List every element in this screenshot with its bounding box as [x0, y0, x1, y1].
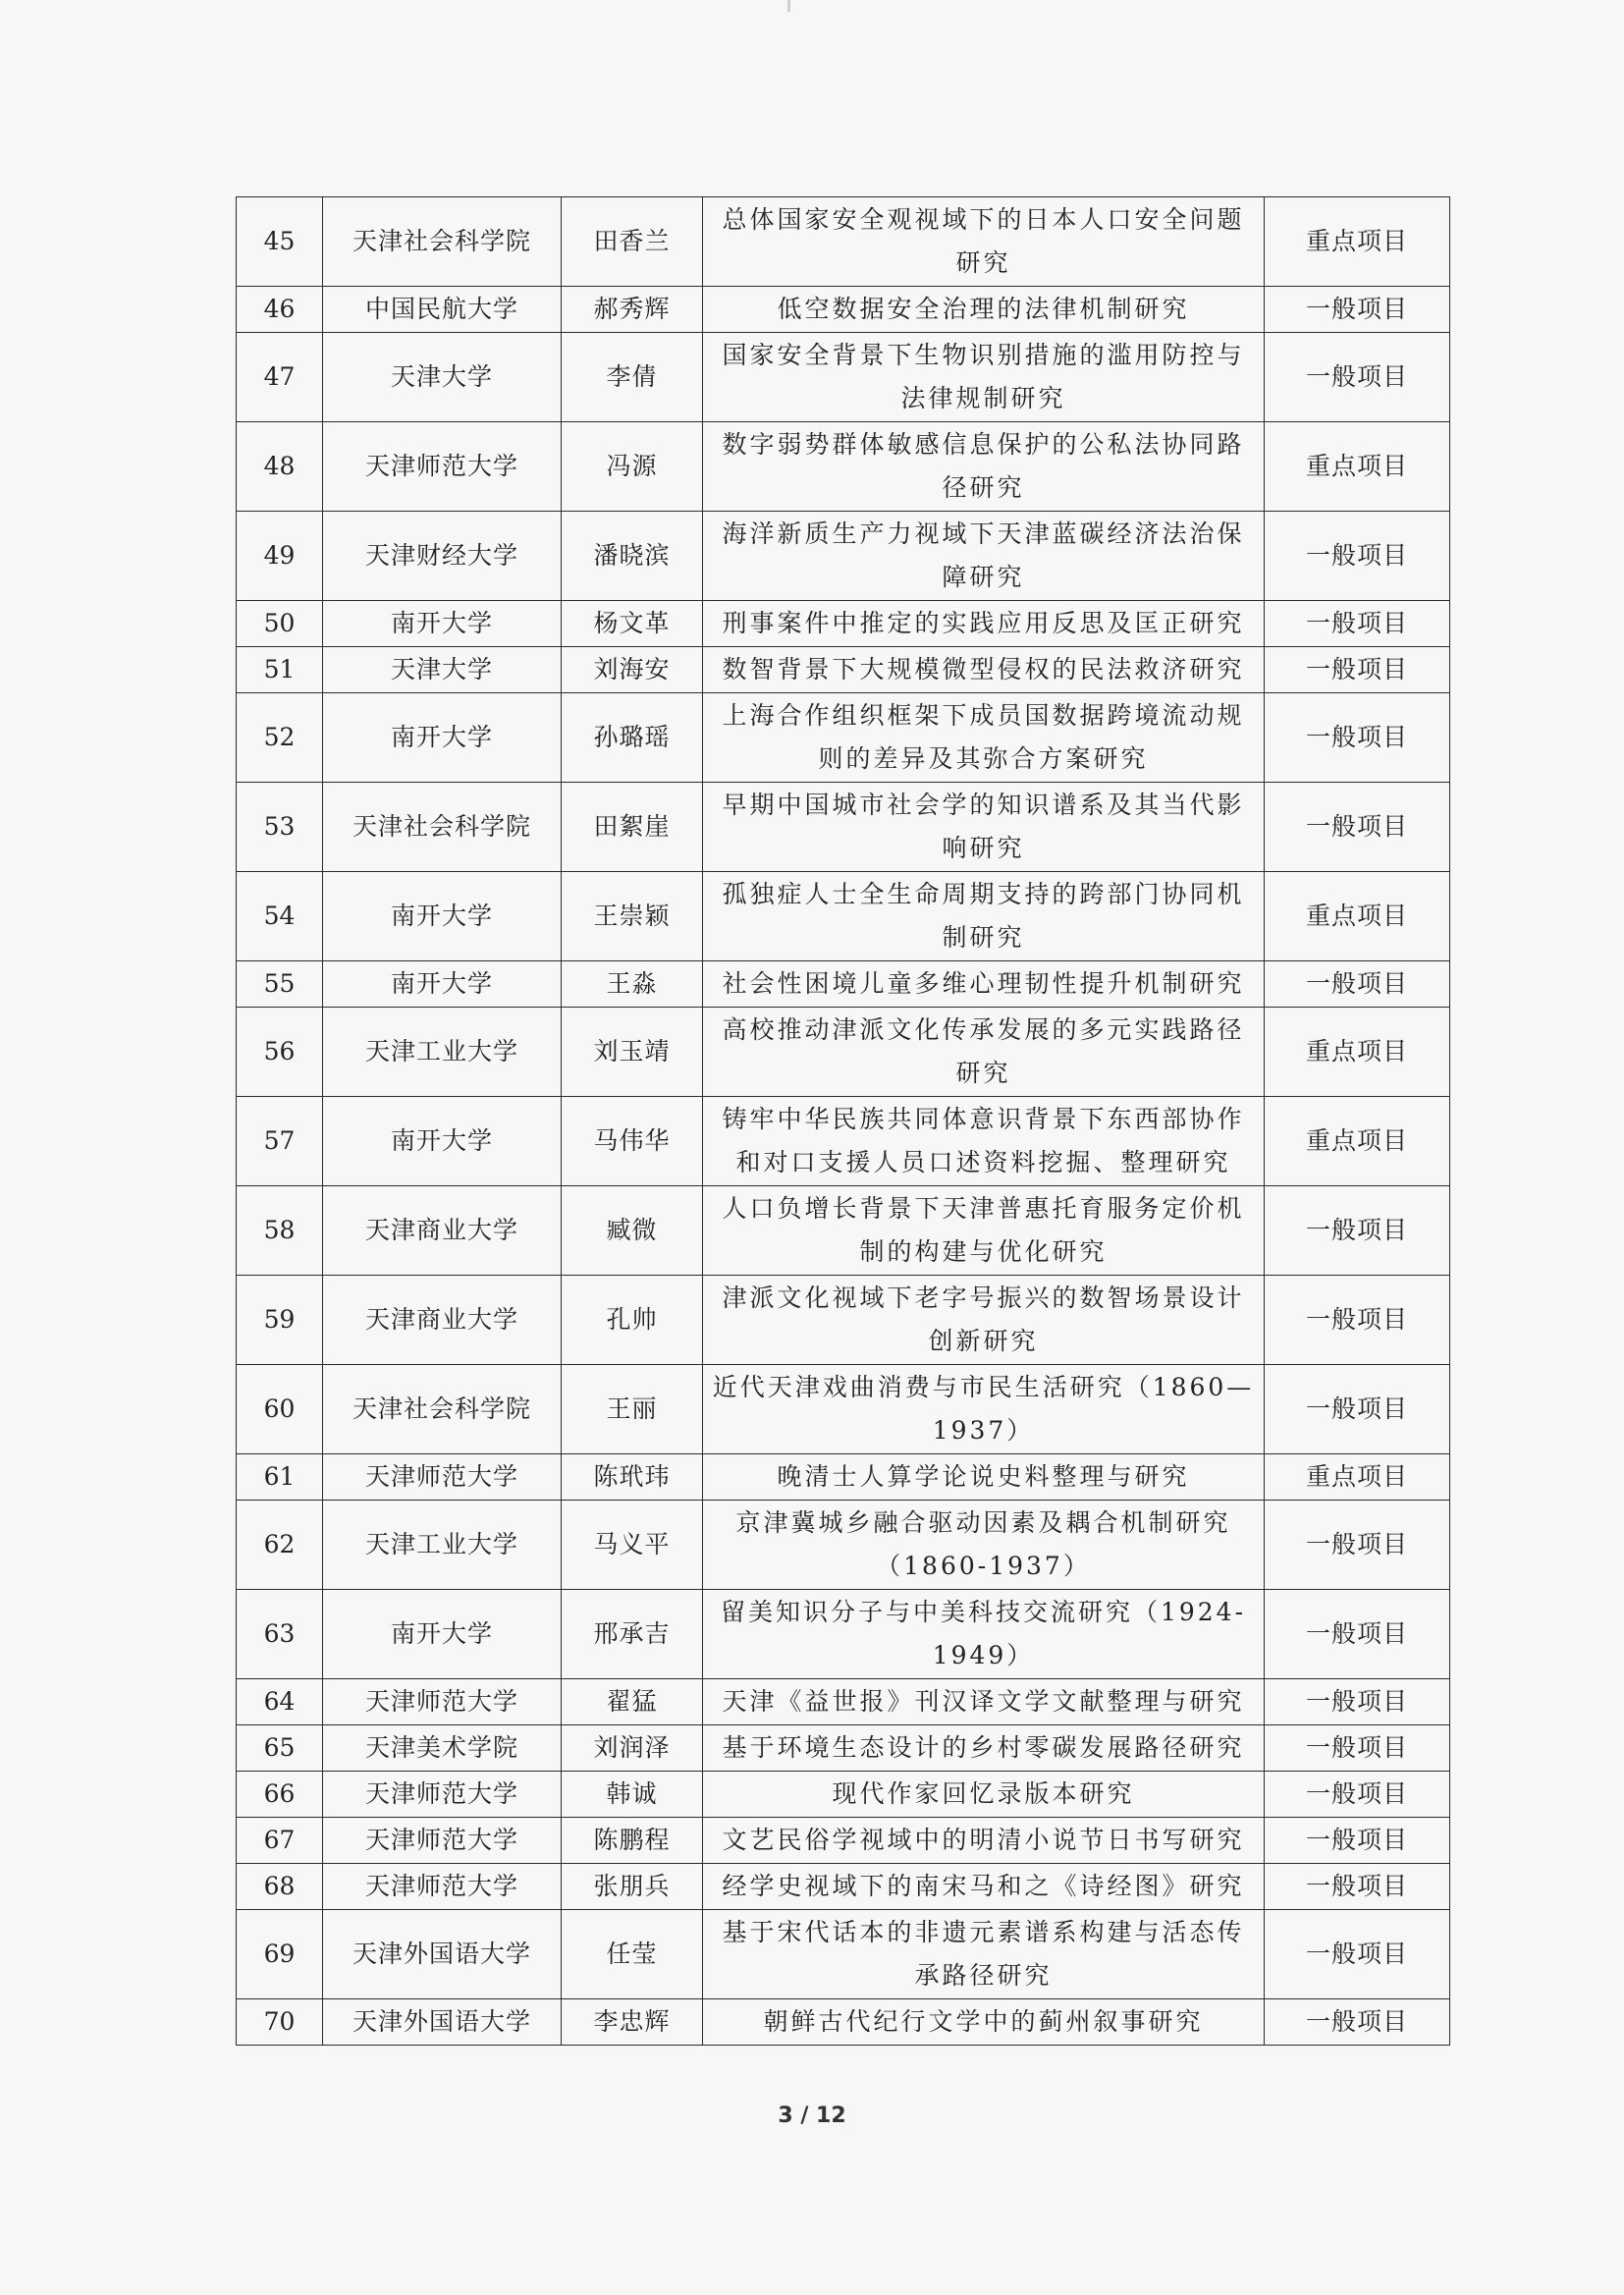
project-title-cell: 刑事案件中推定的实践应用反思及匡正研究 [703, 601, 1265, 647]
project-title-cell: 低空数据安全治理的法律机制研究 [703, 287, 1265, 333]
row-number: 49 [237, 512, 323, 601]
leader-name-cell: 郝秀辉 [562, 287, 703, 333]
institution-cell: 天津外国语大学 [323, 1910, 562, 1999]
table-row [237, 693, 1450, 783]
project-title-cell: 近代天津戏曲消费与市民生活研究（1860—1937） [703, 1365, 1265, 1454]
table-row [237, 333, 1450, 422]
institution-cell: 天津社会科学院 [323, 197, 562, 287]
table-row [237, 1725, 1450, 1772]
institution-cell: 天津师范大学 [323, 1679, 562, 1725]
project-type-cell: 一般项目 [1265, 1772, 1450, 1818]
table-row [237, 1679, 1450, 1725]
institution-cell: 天津社会科学院 [323, 783, 562, 872]
row-number: 68 [237, 1864, 323, 1910]
project-type-cell: 重点项目 [1265, 197, 1450, 287]
institution-cell: 南开大学 [323, 693, 562, 783]
table-row [237, 1365, 1450, 1454]
table-row [237, 1590, 1450, 1679]
project-type-cell: 一般项目 [1265, 693, 1450, 783]
project-type-cell: 一般项目 [1265, 1276, 1450, 1365]
leader-name-cell: 李忠辉 [562, 1999, 703, 2046]
project-title-cell: 现代作家回忆录版本研究 [703, 1772, 1265, 1818]
project-type-cell: 一般项目 [1265, 1999, 1450, 2046]
table-row [237, 1772, 1450, 1818]
row-number: 50 [237, 601, 323, 647]
row-number: 64 [237, 1679, 323, 1725]
row-number: 56 [237, 1008, 323, 1097]
row-number: 59 [237, 1276, 323, 1365]
project-type-cell: 一般项目 [1265, 647, 1450, 693]
table-row [237, 961, 1450, 1008]
leader-name-cell: 刘润泽 [562, 1725, 703, 1772]
table-row [237, 512, 1450, 601]
table-row [237, 647, 1450, 693]
table-row [237, 601, 1450, 647]
row-number: 47 [237, 333, 323, 422]
table-row [237, 1501, 1450, 1590]
project-title-cell: 人口负增长背景下天津普惠托育服务定价机制的构建与优化研究 [703, 1186, 1265, 1276]
row-number: 58 [237, 1186, 323, 1276]
row-number: 70 [237, 1999, 323, 2046]
table-row [237, 1097, 1450, 1186]
institution-cell: 南开大学 [323, 1097, 562, 1186]
institution-cell: 天津大学 [323, 333, 562, 422]
project-title-cell: 文艺民俗学视域中的明清小说节日书写研究 [703, 1818, 1265, 1864]
institution-cell: 天津大学 [323, 647, 562, 693]
institution-cell: 中国民航大学 [323, 287, 562, 333]
table-row [237, 287, 1450, 333]
project-type-cell: 一般项目 [1265, 1818, 1450, 1864]
project-type-cell: 一般项目 [1265, 601, 1450, 647]
project-title-cell: 铸牢中华民族共同体意识背景下东西部协作和对口支援人员口述资料挖掘、整理研究 [703, 1097, 1265, 1186]
leader-name-cell: 马义平 [562, 1501, 703, 1590]
leader-name-cell: 李倩 [562, 333, 703, 422]
project-type-cell: 一般项目 [1265, 1910, 1450, 1999]
institution-cell: 天津财经大学 [323, 512, 562, 601]
leader-name-cell: 陈鹏程 [562, 1818, 703, 1864]
project-type-cell: 重点项目 [1265, 1008, 1450, 1097]
row-number: 65 [237, 1725, 323, 1772]
project-title-cell: 晚清士人算学论说史料整理与研究 [703, 1454, 1265, 1501]
leader-name-cell: 张朋兵 [562, 1864, 703, 1910]
project-title-cell: 基于环境生态设计的乡村零碳发展路径研究 [703, 1725, 1265, 1772]
institution-cell: 天津师范大学 [323, 1454, 562, 1501]
project-type-cell: 一般项目 [1265, 1186, 1450, 1276]
project-type-cell: 一般项目 [1265, 1725, 1450, 1772]
institution-cell: 天津师范大学 [323, 422, 562, 512]
project-title-cell: 海洋新质生产力视域下天津蓝碳经济法治保障研究 [703, 512, 1265, 601]
leader-name-cell: 冯源 [562, 422, 703, 512]
row-number: 55 [237, 961, 323, 1008]
institution-cell: 天津商业大学 [323, 1276, 562, 1365]
leader-name-cell: 杨文革 [562, 601, 703, 647]
table-row [237, 1864, 1450, 1910]
row-number: 62 [237, 1501, 323, 1590]
table-row [237, 872, 1450, 961]
leader-name-cell: 王崇颖 [562, 872, 703, 961]
institution-cell: 天津工业大学 [323, 1501, 562, 1590]
row-number: 52 [237, 693, 323, 783]
leader-name-cell: 刘玉靖 [562, 1008, 703, 1097]
row-number: 69 [237, 1910, 323, 1999]
project-title-cell: 京津冀城乡融合驱动因素及耦合机制研究（1860-1937） [703, 1501, 1265, 1590]
project-type-cell: 一般项目 [1265, 1864, 1450, 1910]
leader-name-cell: 田香兰 [562, 197, 703, 287]
leader-name-cell: 翟猛 [562, 1679, 703, 1725]
institution-cell: 南开大学 [323, 961, 562, 1008]
project-title-cell: 国家安全背景下生物识别措施的滥用防控与法律规制研究 [703, 333, 1265, 422]
project-title-cell: 天津《益世报》刊汉译文学文献整理与研究 [703, 1679, 1265, 1725]
leader-name-cell: 潘晓滨 [562, 512, 703, 601]
project-table [236, 196, 1450, 2046]
leader-name-cell: 孙璐瑶 [562, 693, 703, 783]
project-title-cell: 高校推动津派文化传承发展的多元实践路径研究 [703, 1008, 1265, 1097]
project-title-cell: 社会性困境儿童多维心理韧性提升机制研究 [703, 961, 1265, 1008]
project-type-cell: 一般项目 [1265, 783, 1450, 872]
project-type-cell: 重点项目 [1265, 422, 1450, 512]
project-title-cell: 孤独症人士全生命周期支持的跨部门协同机制研究 [703, 872, 1265, 961]
row-number: 67 [237, 1818, 323, 1864]
project-type-cell: 重点项目 [1265, 1454, 1450, 1501]
institution-cell: 天津外国语大学 [323, 1999, 562, 2046]
project-title-cell: 朝鲜古代纪行文学中的蓟州叙事研究 [703, 1999, 1265, 2046]
institution-cell: 天津社会科学院 [323, 1365, 562, 1454]
leader-name-cell: 臧微 [562, 1186, 703, 1276]
institution-cell: 南开大学 [323, 601, 562, 647]
table-row [237, 197, 1450, 287]
project-title-cell: 早期中国城市社会学的知识谱系及其当代影响研究 [703, 783, 1265, 872]
project-type-cell: 一般项目 [1265, 961, 1450, 1008]
project-type-cell: 一般项目 [1265, 1501, 1450, 1590]
project-type-cell: 一般项目 [1265, 1679, 1450, 1725]
project-type-cell: 重点项目 [1265, 1097, 1450, 1186]
page-number: 3 / 12 [778, 2104, 846, 2128]
leader-name-cell: 邢承吉 [562, 1590, 703, 1679]
project-title-cell: 基于宋代话本的非遗元素谱系构建与活态传承路径研究 [703, 1910, 1265, 1999]
row-number: 46 [237, 287, 323, 333]
table-row [237, 783, 1450, 872]
project-title-cell: 总体国家安全观视域下的日本人口安全问题研究 [703, 197, 1265, 287]
institution-cell: 天津师范大学 [323, 1818, 562, 1864]
institution-cell: 南开大学 [323, 1590, 562, 1679]
project-title-cell: 数字弱势群体敏感信息保护的公私法协同路径研究 [703, 422, 1265, 512]
table-row [237, 1008, 1450, 1097]
institution-cell: 天津美术学院 [323, 1725, 562, 1772]
scan-mark [787, 0, 790, 12]
project-title-cell: 上海合作组织框架下成员国数据跨境流动规则的差异及其弥合方案研究 [703, 693, 1265, 783]
row-number: 54 [237, 872, 323, 961]
table-row [237, 422, 1450, 512]
institution-cell: 天津工业大学 [323, 1008, 562, 1097]
institution-cell: 南开大学 [323, 872, 562, 961]
table-row [237, 1186, 1450, 1276]
project-title-cell: 津派文化视域下老字号振兴的数智场景设计创新研究 [703, 1276, 1265, 1365]
row-number: 51 [237, 647, 323, 693]
table-row [237, 1276, 1450, 1365]
project-type-cell: 一般项目 [1265, 333, 1450, 422]
row-number: 45 [237, 197, 323, 287]
row-number: 60 [237, 1365, 323, 1454]
leader-name-cell: 孔帅 [562, 1276, 703, 1365]
institution-cell: 天津商业大学 [323, 1186, 562, 1276]
row-number: 61 [237, 1454, 323, 1501]
project-type-cell: 一般项目 [1265, 287, 1450, 333]
table-row [237, 1910, 1450, 1999]
row-number: 63 [237, 1590, 323, 1679]
project-type-cell: 一般项目 [1265, 1365, 1450, 1454]
row-number: 48 [237, 422, 323, 512]
project-title-cell: 留美知识分子与中美科技交流研究（1924-1949） [703, 1590, 1265, 1679]
project-title-cell: 数智背景下大规模微型侵权的民法救济研究 [703, 647, 1265, 693]
leader-name-cell: 任莹 [562, 1910, 703, 1999]
project-type-cell: 一般项目 [1265, 1590, 1450, 1679]
leader-name-cell: 田絮崖 [562, 783, 703, 872]
leader-name-cell: 刘海安 [562, 647, 703, 693]
row-number: 66 [237, 1772, 323, 1818]
leader-name-cell: 马伟华 [562, 1097, 703, 1186]
institution-cell: 天津师范大学 [323, 1772, 562, 1818]
row-number: 57 [237, 1097, 323, 1186]
project-title-cell: 经学史视域下的南宋马和之《诗经图》研究 [703, 1864, 1265, 1910]
table-row [237, 1818, 1450, 1864]
row-number: 53 [237, 783, 323, 872]
leader-name-cell: 韩诚 [562, 1772, 703, 1818]
leader-name-cell: 陈玳玮 [562, 1454, 703, 1501]
leader-name-cell: 王丽 [562, 1365, 703, 1454]
project-table-body [237, 197, 1450, 2046]
table-row [237, 1999, 1450, 2046]
project-type-cell: 一般项目 [1265, 512, 1450, 601]
table-row [237, 1454, 1450, 1501]
institution-cell: 天津师范大学 [323, 1864, 562, 1910]
project-type-cell: 重点项目 [1265, 872, 1450, 961]
leader-name-cell: 王淼 [562, 961, 703, 1008]
